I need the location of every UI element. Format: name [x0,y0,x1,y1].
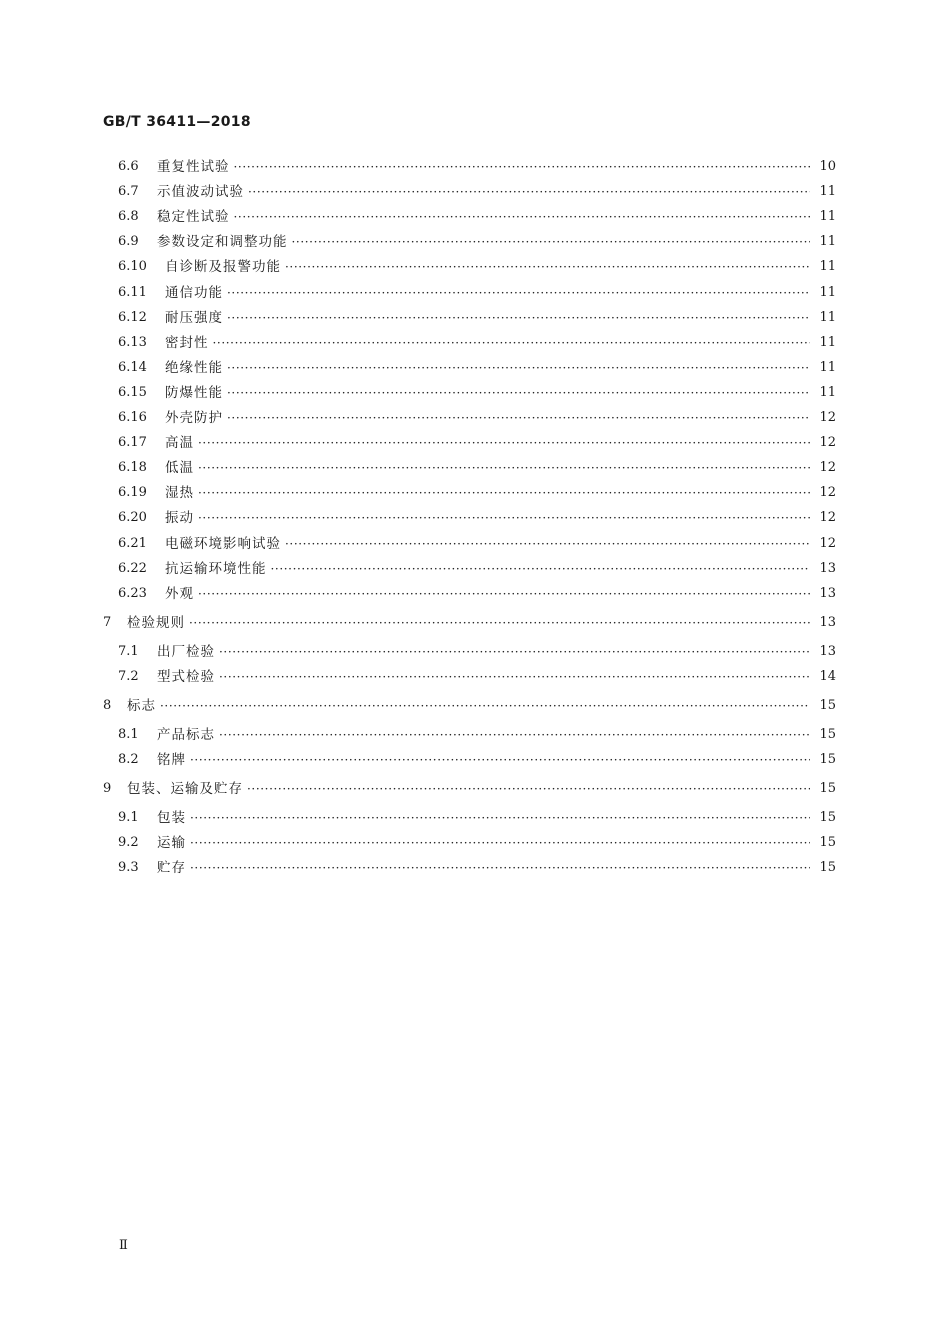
toc-entry[interactable] [118,533,836,555]
dot-leader [198,482,810,504]
toc-entry-page: 15 [819,809,836,825]
toc-entry[interactable] [118,307,836,329]
toc-entry-title: 自诊断及报警功能 [165,259,281,276]
toc-entry-number: 8.1 [118,726,139,742]
toc-entry[interactable] [103,778,836,800]
dot-leader [198,432,810,454]
dot-leader [234,156,811,178]
toc-entry-number: 7.2 [118,668,139,684]
toc-entry-number: 6.19 [118,485,147,501]
dot-leader [190,832,810,854]
dot-leader [285,256,810,278]
toc-entry[interactable] [118,282,836,304]
toc-entry-title: 稳定性试验 [157,209,230,226]
toc-entry-title: 示值波动试验 [157,184,244,201]
dot-leader [198,583,810,605]
toc-entry-number: 6.23 [118,585,147,601]
dot-leader [227,407,810,429]
toc-entry[interactable] [118,432,836,454]
toc-entry[interactable] [118,807,836,829]
toc-entry-page: 11 [819,309,836,325]
toc-entry[interactable] [118,482,836,504]
toc-entry-number: 6.16 [118,410,147,425]
toc-entry-number: 6.6 [118,159,139,174]
dot-leader [213,332,811,354]
toc-entry-page: 15 [819,726,836,742]
dot-leader [198,507,810,529]
toc-entry-page: 13 [819,585,836,601]
dot-leader [227,357,810,379]
toc-entry[interactable] [118,357,836,379]
toc-entry-number: 6.9 [118,234,139,250]
toc-entry-page: 13 [819,614,836,630]
toc-entry-title: 运输 [157,835,186,851]
toc-entry-page: 11 [819,209,836,225]
toc-entry[interactable] [118,832,836,854]
toc-entry-page: 15 [819,780,836,796]
toc-entry-title: 铭牌 [157,751,186,768]
toc-entry[interactable] [118,382,836,404]
toc-entry-page: 11 [819,384,836,400]
toc-entry[interactable] [118,231,836,253]
toc-entry-title: 重复性试验 [157,159,230,175]
toc-entry-title: 贮存 [157,860,186,877]
toc-entry-number: 9.1 [118,809,139,825]
toc-entry[interactable] [118,407,836,429]
toc-entry-title: 耐压强度 [165,309,223,326]
toc-entry-title: 标志 [127,697,156,714]
toc-entry-number: 7.1 [118,643,139,659]
dot-leader [190,857,810,879]
toc-entry-number: 6.14 [118,359,147,375]
toc-entry-page: 11 [819,334,836,350]
toc-entry[interactable] [118,156,836,178]
dot-leader [227,382,810,404]
toc-entry[interactable] [118,206,836,228]
dot-leader [190,749,810,771]
toc-entry-number: 6.18 [118,460,147,476]
toc-entry-number: 6.7 [118,184,139,200]
toc-entry-page: 15 [819,860,836,876]
toc-entry-page: 15 [819,835,836,850]
toc-entry-number: 8.2 [118,751,139,767]
toc-entry-page: 12 [819,535,836,551]
toc-entry[interactable] [118,558,836,580]
toc-entry-title: 绝缘性能 [165,359,223,376]
toc-entry-number: 9 [103,780,112,796]
toc-entry-title: 密封性 [165,334,209,351]
toc-entry-title: 检验规则 [127,614,185,631]
toc-entry-title: 振动 [165,510,194,527]
toc-entry-page: 11 [819,234,836,250]
toc-entry[interactable] [103,695,836,717]
dot-leader [160,695,810,717]
toc-entry[interactable] [118,641,836,663]
toc-entry-page: 13 [819,560,836,576]
standard-code-header: GB/T 36411—2018 [103,114,251,130]
toc-entry-number: 6.21 [118,535,147,551]
toc-entry[interactable] [118,666,836,688]
toc-entry-number: 6.10 [118,259,147,275]
toc-entry-page: 15 [819,697,836,713]
dot-leader [271,558,811,580]
toc-entry-title: 外壳防护 [165,410,223,426]
toc-entry-page: 12 [819,460,836,476]
toc-entry-page: 11 [819,284,836,300]
toc-entry-number: 6.11 [118,284,147,300]
toc-entry[interactable] [118,332,836,354]
toc-entry-title: 包装、运输及贮存 [127,780,243,797]
toc-entry-title: 电磁环境影响试验 [165,535,281,552]
toc-entry-title: 型式检验 [157,668,215,685]
toc-entry-title: 包装 [157,809,186,826]
dot-leader [234,206,811,228]
toc-entry-page: 12 [819,410,836,425]
toc-entry[interactable] [118,507,836,529]
dot-leader [219,666,810,688]
toc-entry-number: 6.15 [118,384,147,400]
toc-entry-title: 低温 [165,460,194,477]
toc-entry-page: 12 [819,485,836,501]
toc-entry-page: 12 [819,510,836,526]
toc-entry[interactable] [118,583,836,605]
toc-entry-number: 6.8 [118,209,139,225]
dot-leader [247,778,810,800]
toc-entry-number: 6.17 [118,435,147,451]
toc-entry-page: 11 [819,359,836,375]
dot-leader [189,612,810,634]
toc-entry[interactable] [103,612,836,634]
toc-entry-title: 湿热 [165,485,194,502]
toc-entry-title: 外观 [165,585,194,602]
dot-leader [219,724,810,746]
toc-entry-page: 10 [819,159,836,174]
dot-leader [248,181,810,203]
page-number: Ⅱ [119,1238,128,1253]
toc-entry-number: 6.12 [118,309,147,325]
toc-entry-title: 通信功能 [165,284,223,301]
toc-entry-title: 防爆性能 [165,384,223,401]
dot-leader [292,231,811,253]
dot-leader [285,533,810,555]
toc-entry-page: 15 [819,751,836,767]
toc-entry-number: 9.3 [118,860,139,876]
toc-entry-number: 8 [103,697,112,713]
toc-entry-page: 12 [819,435,836,451]
toc-entry-number: 6.20 [118,510,147,526]
toc-entry[interactable] [118,181,836,203]
toc-entry-title: 产品标志 [157,726,215,743]
toc-entry-number: 7 [103,614,112,630]
toc-entry-page: 14 [819,668,836,684]
dot-leader [190,807,810,829]
toc-entry-title: 高温 [165,435,194,452]
toc-entry[interactable] [118,256,836,278]
toc-entry-page: 13 [819,643,836,659]
toc-entry[interactable] [118,857,836,879]
toc-entry-page: 11 [819,259,836,275]
toc-entry[interactable] [118,749,836,771]
dot-leader [227,282,810,304]
toc-entry-number: 6.22 [118,560,147,576]
toc-entry-title: 出厂检验 [157,643,215,660]
toc-entry[interactable] [118,724,836,746]
toc-entry-number: 6.13 [118,334,147,350]
toc-entry-page: 11 [819,184,836,200]
toc-entry-title: 抗运输环境性能 [165,560,267,577]
dot-leader [219,641,810,663]
dot-leader [227,307,810,329]
toc-entry-number: 9.2 [118,835,139,850]
toc-entry[interactable] [118,457,836,479]
toc-entry-title: 参数设定和调整功能 [157,234,288,251]
dot-leader [198,457,810,479]
